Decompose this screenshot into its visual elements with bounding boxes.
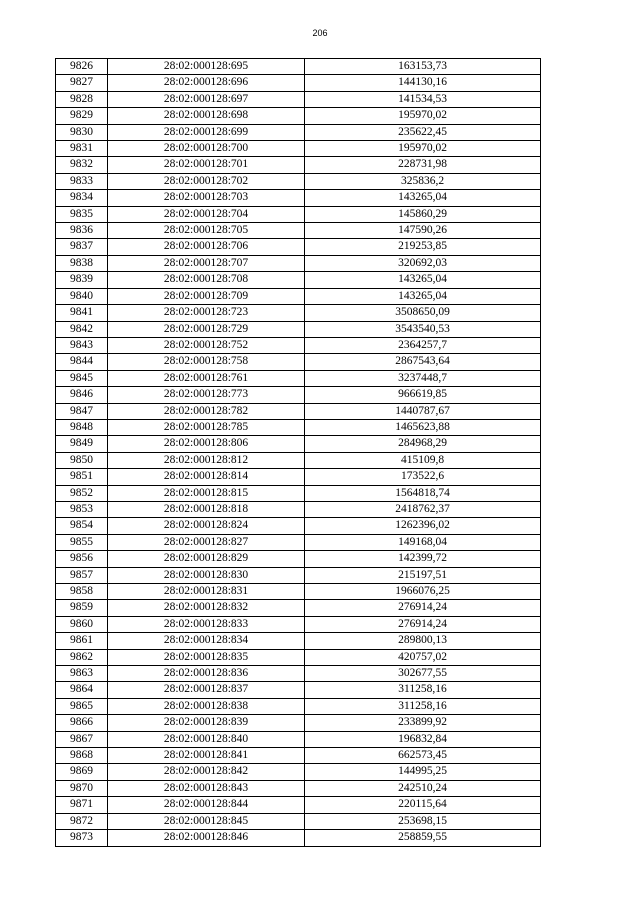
table-row [56, 337, 541, 353]
cadastral-value-cell: 1966076,25 [305, 584, 541, 600]
cadastral-value-cell: 3508650,09 [305, 305, 541, 321]
cadastral-value-cell: 143265,04 [305, 272, 541, 288]
table-row [56, 501, 541, 517]
table-row [56, 731, 541, 747]
cadastral-value-cell: 144995,25 [305, 764, 541, 780]
table-row [56, 157, 541, 173]
cadastral-number-cell: 28:02:000128:706 [108, 239, 305, 255]
row-number-cell: 9873 [56, 830, 108, 846]
table-row [56, 239, 541, 255]
cadastral-value-cell: 149168,04 [305, 534, 541, 550]
table-row [56, 584, 541, 600]
table-row [56, 321, 541, 337]
cadastral-value-cell: 311258,16 [305, 698, 541, 714]
table-row [56, 452, 541, 468]
cadastral-value-cell: 215197,51 [305, 567, 541, 583]
table-row [56, 780, 541, 796]
cadastral-value-cell: 320692,03 [305, 255, 541, 271]
cadastral-number-cell: 28:02:000128:818 [108, 501, 305, 517]
table-row [56, 813, 541, 829]
cadastral-number-cell: 28:02:000128:782 [108, 403, 305, 419]
table-row [56, 272, 541, 288]
row-number-cell: 9853 [56, 501, 108, 517]
cadastral-number-cell: 28:02:000128:703 [108, 190, 305, 206]
table-row [56, 797, 541, 813]
row-number-cell: 9861 [56, 633, 108, 649]
table-row [56, 436, 541, 452]
cadastral-value-cell: 1262396,02 [305, 518, 541, 534]
table-row [56, 534, 541, 550]
cadastral-value-cell: 2364257,7 [305, 337, 541, 353]
row-number-cell: 9863 [56, 666, 108, 682]
row-number-cell: 9850 [56, 452, 108, 468]
cadastral-value-cell: 142399,72 [305, 551, 541, 567]
row-number-cell: 9851 [56, 469, 108, 485]
table-row [56, 387, 541, 403]
row-number-cell: 9846 [56, 387, 108, 403]
table-row [56, 255, 541, 271]
cadastral-value-cell: 415109,8 [305, 452, 541, 468]
cadastral-value-cell: 276914,24 [305, 616, 541, 632]
cadastral-number-cell: 28:02:000128:830 [108, 567, 305, 583]
row-number-cell: 9862 [56, 649, 108, 665]
table-row [56, 616, 541, 632]
cadastral-value-cell: 143265,04 [305, 190, 541, 206]
table-row [56, 91, 541, 107]
table-row [56, 666, 541, 682]
row-number-cell: 9828 [56, 91, 108, 107]
row-number-cell: 9858 [56, 584, 108, 600]
cadastral-value-cell: 145860,29 [305, 206, 541, 222]
cadastral-value-cell: 3543540,53 [305, 321, 541, 337]
cadastral-value-cell: 143265,04 [305, 288, 541, 304]
cadastral-value-cell: 141534,53 [305, 91, 541, 107]
table-row [56, 206, 541, 222]
cadastral-number-cell: 28:02:000128:704 [108, 206, 305, 222]
row-number-cell: 9845 [56, 370, 108, 386]
cadastral-number-cell: 28:02:000128:761 [108, 370, 305, 386]
page-number: 206 [312, 28, 328, 38]
cadastral-number-cell: 28:02:000128:845 [108, 813, 305, 829]
table-row [56, 567, 541, 583]
cadastral-value-cell: 284968,29 [305, 436, 541, 452]
cadastral-number-cell: 28:02:000128:697 [108, 91, 305, 107]
row-number-cell: 9831 [56, 141, 108, 157]
table-row [56, 59, 541, 75]
cadastral-number-cell: 28:02:000128:831 [108, 584, 305, 600]
table-row [56, 764, 541, 780]
cadastral-value-cell: 253698,15 [305, 813, 541, 829]
cadastral-number-cell: 28:02:000128:846 [108, 830, 305, 846]
row-number-cell: 9829 [56, 108, 108, 124]
row-number-cell: 9836 [56, 223, 108, 239]
row-number-cell: 9827 [56, 75, 108, 91]
row-number-cell: 9842 [56, 321, 108, 337]
cadastral-value-cell: 242510,24 [305, 780, 541, 796]
cadastral-value-cell: 220115,64 [305, 797, 541, 813]
table-row [56, 518, 541, 534]
cadastral-number-cell: 28:02:000128:838 [108, 698, 305, 714]
row-number-cell: 9854 [56, 518, 108, 534]
cadastral-number-cell: 28:02:000128:695 [108, 59, 305, 75]
row-number-cell: 9834 [56, 190, 108, 206]
row-number-cell: 9868 [56, 748, 108, 764]
cadastral-number-cell: 28:02:000128:829 [108, 551, 305, 567]
table-row [56, 354, 541, 370]
cadastral-value-cell: 1564818,74 [305, 485, 541, 501]
row-number-cell: 9833 [56, 173, 108, 189]
row-number-cell: 9835 [56, 206, 108, 222]
table-row [56, 748, 541, 764]
cadastral-number-cell: 28:02:000128:705 [108, 223, 305, 239]
cadastral-number-cell: 28:02:000128:843 [108, 780, 305, 796]
cadastral-number-cell: 28:02:000128:840 [108, 731, 305, 747]
cadastral-number-cell: 28:02:000128:844 [108, 797, 305, 813]
row-number-cell: 9847 [56, 403, 108, 419]
cadastral-number-cell: 28:02:000128:700 [108, 141, 305, 157]
cadastral-number-cell: 28:02:000128:707 [108, 255, 305, 271]
row-number-cell: 9830 [56, 124, 108, 140]
cadastral-number-cell: 28:02:000128:834 [108, 633, 305, 649]
row-number-cell: 9849 [56, 436, 108, 452]
cadastral-value-cell: 966619,85 [305, 387, 541, 403]
cadastral-number-cell: 28:02:000128:833 [108, 616, 305, 632]
table-row [56, 682, 541, 698]
cadastral-number-cell: 28:02:000128:835 [108, 649, 305, 665]
cadastral-number-cell: 28:02:000128:824 [108, 518, 305, 534]
row-number-cell: 9840 [56, 288, 108, 304]
row-number-cell: 9859 [56, 600, 108, 616]
cadastral-value-cell: 2867543,64 [305, 354, 541, 370]
table-row [56, 633, 541, 649]
row-number-cell: 9843 [56, 337, 108, 353]
cadastral-value-cell: 302677,55 [305, 666, 541, 682]
cadastral-value-cell: 163153,73 [305, 59, 541, 75]
cadastral-number-cell: 28:02:000128:815 [108, 485, 305, 501]
table-row [56, 469, 541, 485]
table-row [56, 551, 541, 567]
row-number-cell: 9848 [56, 419, 108, 435]
cadastral-number-cell: 28:02:000128:702 [108, 173, 305, 189]
table-row [56, 698, 541, 714]
row-number-cell: 9839 [56, 272, 108, 288]
cadastral-number-cell: 28:02:000128:708 [108, 272, 305, 288]
cadastral-value-cell: 662573,45 [305, 748, 541, 764]
row-number-cell: 9855 [56, 534, 108, 550]
cadastral-number-cell: 28:02:000128:785 [108, 419, 305, 435]
table-row [56, 403, 541, 419]
row-number-cell: 9852 [56, 485, 108, 501]
cadastral-number-cell: 28:02:000128:773 [108, 387, 305, 403]
cadastral-value-cell: 228731,98 [305, 157, 541, 173]
row-number-cell: 9871 [56, 797, 108, 813]
cadastral-number-cell: 28:02:000128:814 [108, 469, 305, 485]
row-number-cell: 9832 [56, 157, 108, 173]
cadastral-number-cell: 28:02:000128:699 [108, 124, 305, 140]
cadastral-number-cell: 28:02:000128:758 [108, 354, 305, 370]
row-number-cell: 9856 [56, 551, 108, 567]
row-number-cell: 9841 [56, 305, 108, 321]
cadastral-value-cell: 420757,02 [305, 649, 541, 665]
cadastral-value-cell: 3237448,7 [305, 370, 541, 386]
cadastral-number-cell: 28:02:000128:841 [108, 748, 305, 764]
row-number-cell: 9869 [56, 764, 108, 780]
cadastral-value-cell: 258859,55 [305, 830, 541, 846]
cadastral-number-cell: 28:02:000128:836 [108, 666, 305, 682]
cadastral-value-cell: 147590,26 [305, 223, 541, 239]
table-row [56, 649, 541, 665]
row-number-cell: 9872 [56, 813, 108, 829]
cadastral-value-table [55, 58, 541, 847]
table-row [56, 141, 541, 157]
cadastral-value-cell: 311258,16 [305, 682, 541, 698]
table-row [56, 75, 541, 91]
row-number-cell: 9857 [56, 567, 108, 583]
cadastral-value-cell: 144130,16 [305, 75, 541, 91]
row-number-cell: 9844 [56, 354, 108, 370]
cadastral-value-cell: 195970,02 [305, 108, 541, 124]
cadastral-number-cell: 28:02:000128:806 [108, 436, 305, 452]
cadastral-number-cell: 28:02:000128:752 [108, 337, 305, 353]
table-row [56, 173, 541, 189]
row-number-cell: 9866 [56, 715, 108, 731]
table-row [56, 715, 541, 731]
table-row [56, 288, 541, 304]
cadastral-value-cell: 196832,84 [305, 731, 541, 747]
cadastral-number-cell: 28:02:000128:701 [108, 157, 305, 173]
table-row [56, 223, 541, 239]
cadastral-number-cell: 28:02:000128:842 [108, 764, 305, 780]
row-number-cell: 9865 [56, 698, 108, 714]
cadastral-value-cell: 219253,85 [305, 239, 541, 255]
cadastral-value-cell: 289800,13 [305, 633, 541, 649]
cadastral-value-cell: 1440787,67 [305, 403, 541, 419]
cadastral-number-cell: 28:02:000128:839 [108, 715, 305, 731]
cadastral-number-cell: 28:02:000128:696 [108, 75, 305, 91]
table-row [56, 124, 541, 140]
cadastral-value-cell: 276914,24 [305, 600, 541, 616]
cadastral-number-cell: 28:02:000128:698 [108, 108, 305, 124]
table-row [56, 830, 541, 846]
table-row [56, 190, 541, 206]
table-row [56, 305, 541, 321]
table-body [56, 59, 541, 847]
table-row [56, 108, 541, 124]
cadastral-number-cell: 28:02:000128:723 [108, 305, 305, 321]
cadastral-value-cell: 325836,2 [305, 173, 541, 189]
cadastral-value-cell: 195970,02 [305, 141, 541, 157]
row-number-cell: 9864 [56, 682, 108, 698]
cadastral-value-cell: 2418762,37 [305, 501, 541, 517]
table-row [56, 485, 541, 501]
row-number-cell: 9838 [56, 255, 108, 271]
row-number-cell: 9870 [56, 780, 108, 796]
row-number-cell: 9837 [56, 239, 108, 255]
row-number-cell: 9826 [56, 59, 108, 75]
table-row [56, 370, 541, 386]
cadastral-number-cell: 28:02:000128:827 [108, 534, 305, 550]
cadastral-value-cell: 1465623,88 [305, 419, 541, 435]
cadastral-number-cell: 28:02:000128:729 [108, 321, 305, 337]
cadastral-value-cell: 235622,45 [305, 124, 541, 140]
cadastral-number-cell: 28:02:000128:837 [108, 682, 305, 698]
row-number-cell: 9867 [56, 731, 108, 747]
cadastral-value-cell: 233899,92 [305, 715, 541, 731]
cadastral-number-cell: 28:02:000128:709 [108, 288, 305, 304]
table-row [56, 600, 541, 616]
table-row [56, 419, 541, 435]
cadastral-value-cell: 173522,6 [305, 469, 541, 485]
cadastral-number-cell: 28:02:000128:812 [108, 452, 305, 468]
cadastral-number-cell: 28:02:000128:832 [108, 600, 305, 616]
row-number-cell: 9860 [56, 616, 108, 632]
